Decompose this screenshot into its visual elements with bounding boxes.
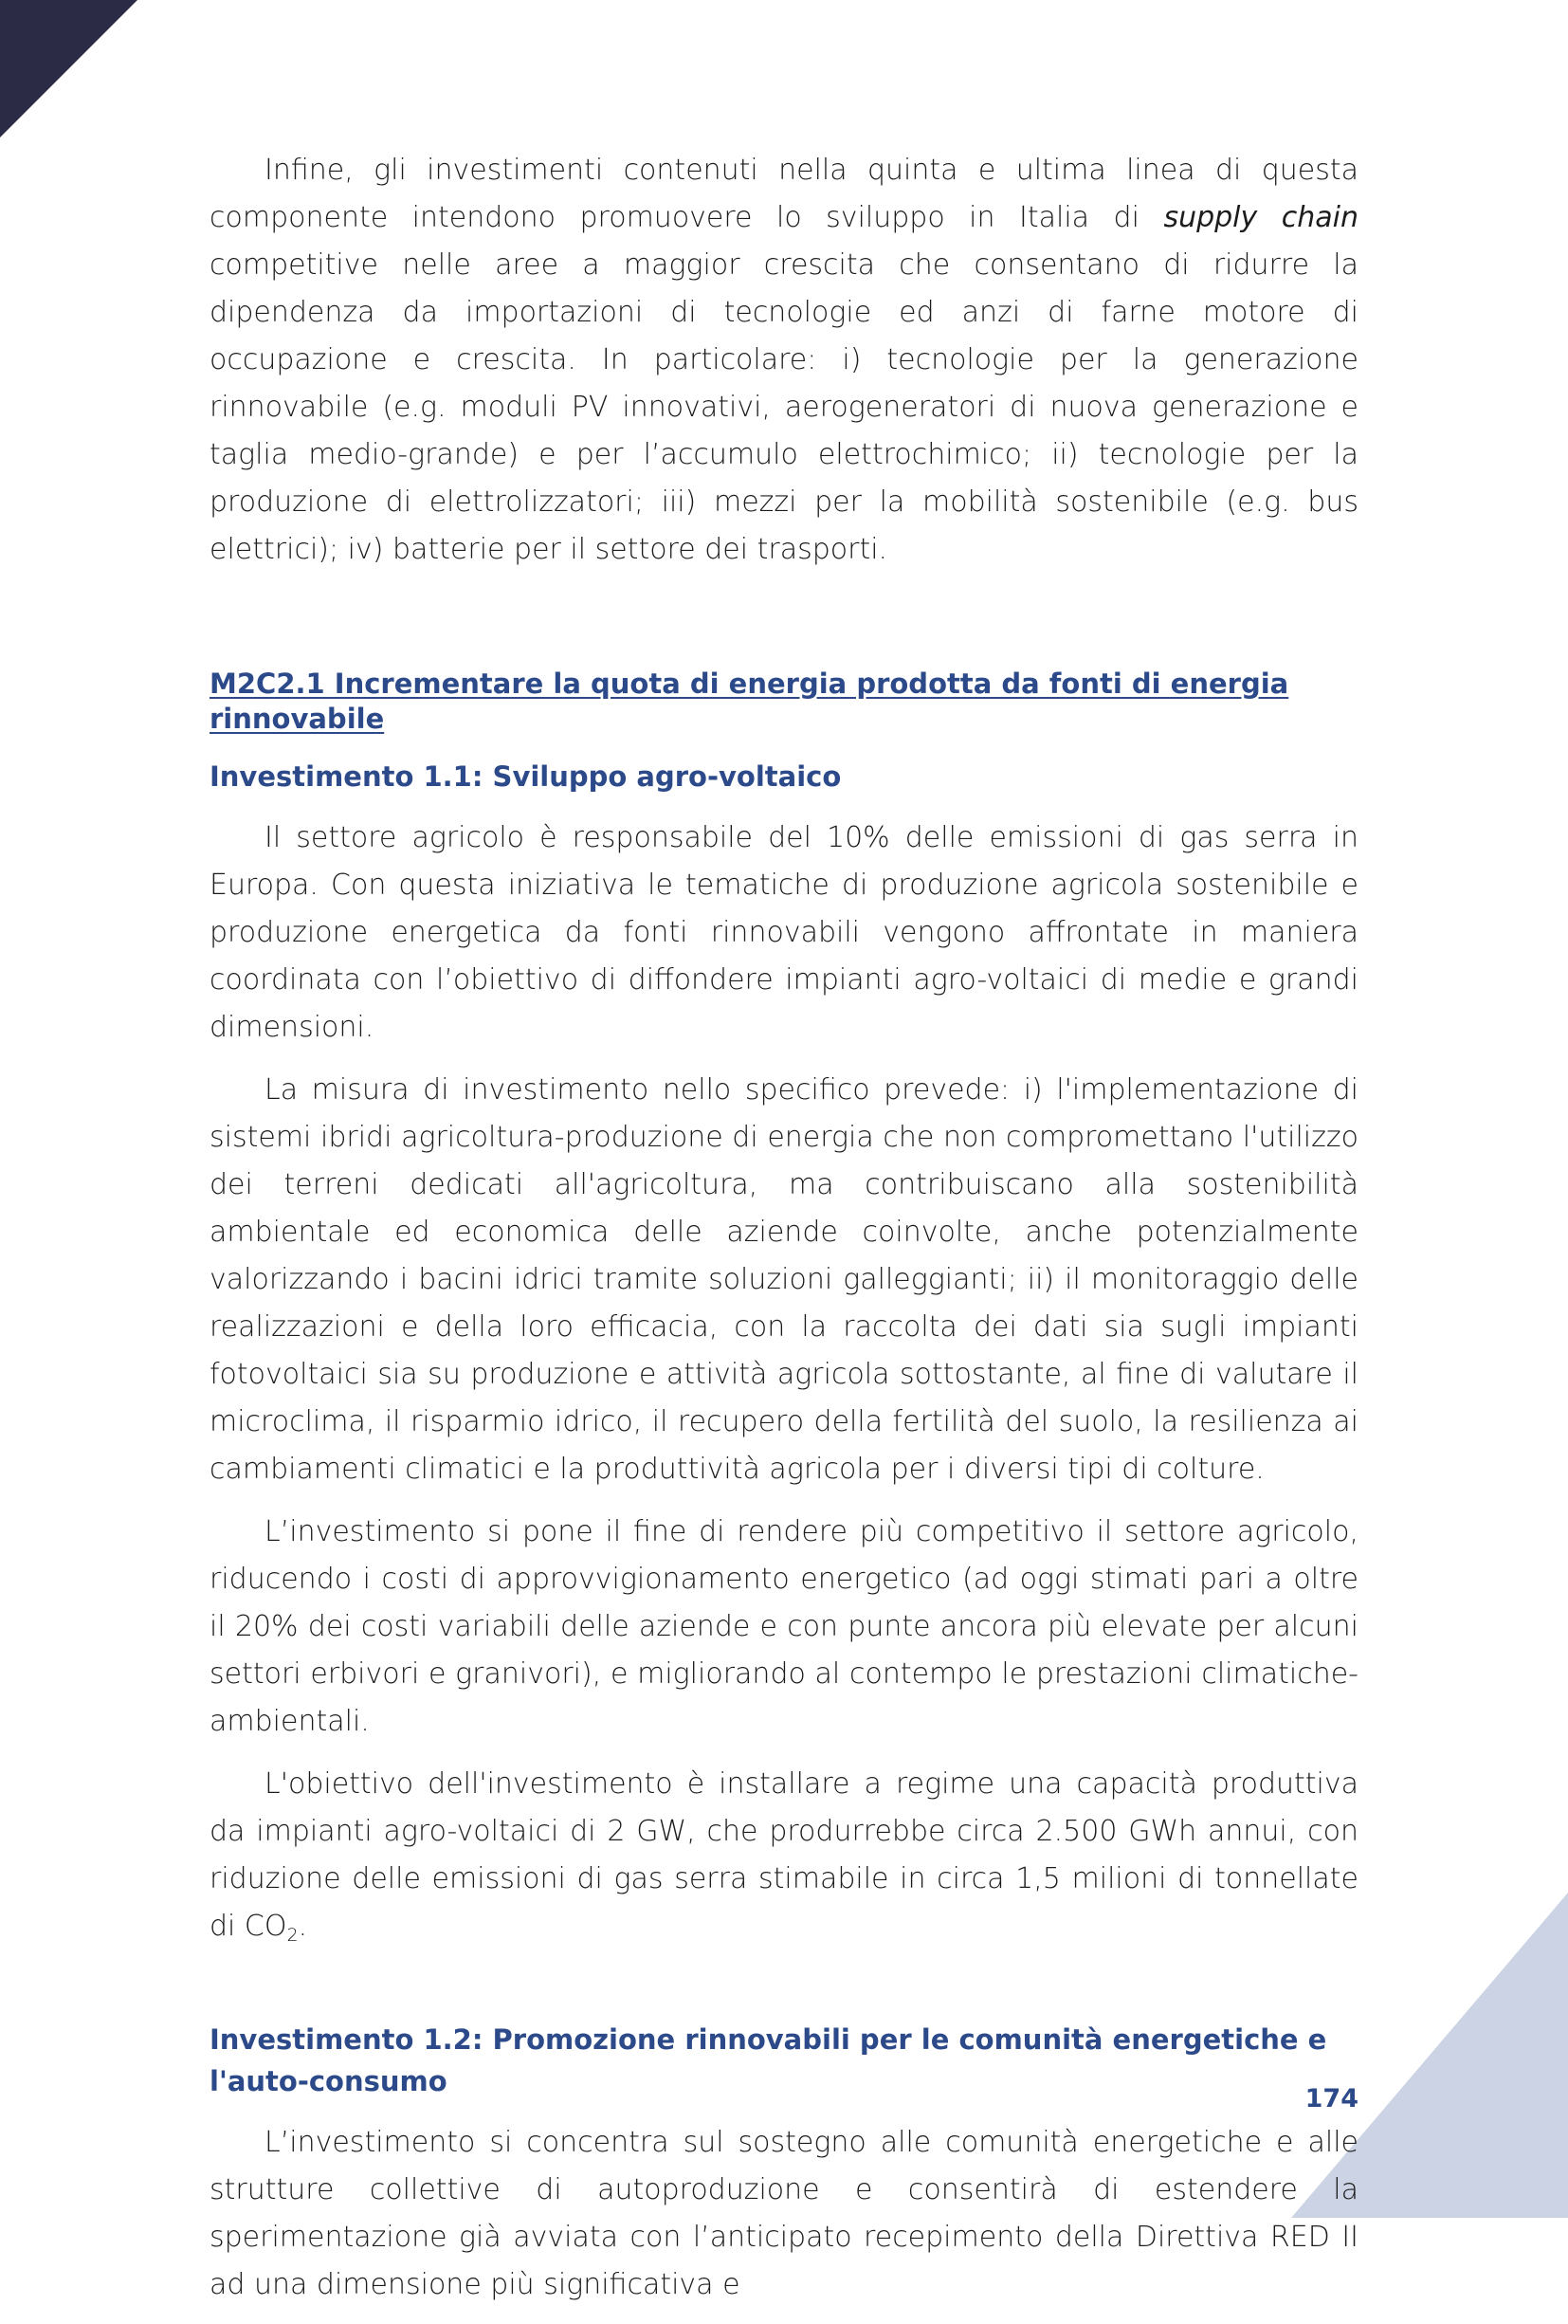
- document-body: [210, 147, 1358, 2324]
- investment-1-2-title: Investimento 1.2: Promozione rinnovabili per le comunità energetiche e l'auto-consumo: [210, 2023, 1327, 2097]
- investment-1-1-paragraph: L’investimento si pone il fine di rendere più competitivo il settore agricolo, riducendo i costi di approvvigionamento energetico (ad oggi stimati pari a oltre il 20% dei costi variabili delle aziende e con punte ancora più elevate per alcuni settori erbivori e granivori), e migliorando al contempo le prestazioni climatiche-ambientali.: [210, 1515, 1358, 1738]
- investment-1-2-paragraph: L’investimento si concentra sul sostegno alle comunità energetiche e alle strutture collettive di autoproduzione e consentirà di estendere la sperimentazione già avviata con l’anticipato recepimento della Direttiva RED II ad una dimensione più significativa e: [210, 2126, 1358, 2301]
- page-number: 174: [1304, 2084, 1358, 2114]
- investment-1-1-paragraph: Il settore agricolo è responsabile del 10% delle emissioni di gas serra in Europa. Con questa iniziativa le tematiche di produzione agricola sostenibile e produzione energetica da fonti rinnovabili vengono affrontate in maniera coordinata con l’obiettivo di diffondere impianti agro-voltaici di medie e grandi dimensioni.: [210, 821, 1358, 1044]
- section-title-m2c2-1[interactable]: M2C2.1 Incrementare la quota di energia prodotta da fonti di energia rinnovabile: [210, 668, 1289, 735]
- corner-decoration-top-left: [0, 0, 137, 137]
- intro-paragraph: Infine, gli investimenti contenuti nella quinta e ultima linea di questa componente intendono promuovere lo sviluppo in Italia di supply chain competitive nelle aree a maggior crescita che consentano di ridurre la dipendenza da importazioni di tecnologie ed anzi di farne motore di occupazione e crescita. In particolare: i) tecnologie per la generazione rinnovabile (e.g. moduli PV innovativi, aerogeneratori di nuova generazione e taglia medio-grande) e per l’accumulo elettrochimico; ii) tecnologie per la produzione di elettrolizzatori; iii) mezzi per la mobilità sostenibile (e.g. bus elettrici); iv) batterie per il settore dei trasporti.: [210, 154, 1358, 566]
- co2-subscript: 2: [286, 1925, 299, 1946]
- investment-1-1-title: Investimento 1.1: Sviluppo agro-voltaico: [210, 760, 842, 793]
- investment-1-1-objective-paragraph: L'obiettivo dell'investimento è installare a regime una capacità produttiva da impianti agro-voltaici di 2 GW, che produrrebbe circa 2.500 GWh annui, con riduzione delle emissioni di gas serra stimabile in circa 1,5 milioni di tonnellate di $CO_2$.: [210, 1767, 1358, 1946]
- investment-1-1-paragraph: La misura di investimento nello specifico prevede: i) l'implementazione di sistemi ibridi agricoltura-produzione di energia che non compromettano l'utilizzo dei terreni dedicati all'agricoltura, ma contribuiscano alla sostenibilità ambientale ed economica delle aziende coinvolte, anche potenzialmente valorizzando i bacini idrici tramite soluzioni galleggianti; ii) il monitoraggio delle realizzazioni e della loro efficacia, con la raccolta dei dati sia sugli impianti fotovoltaici sia su produzione e attività agricola sottostante, al fine di valutare il microclima, il risparmio idrico, il recupero della fertilità del suolo, la resilienza ai cambiamenti climatici e la produttività agricola per i diversi tipi di colture.: [210, 1073, 1358, 1486]
- supply-chain-italic: supply chain: [1163, 201, 1358, 234]
